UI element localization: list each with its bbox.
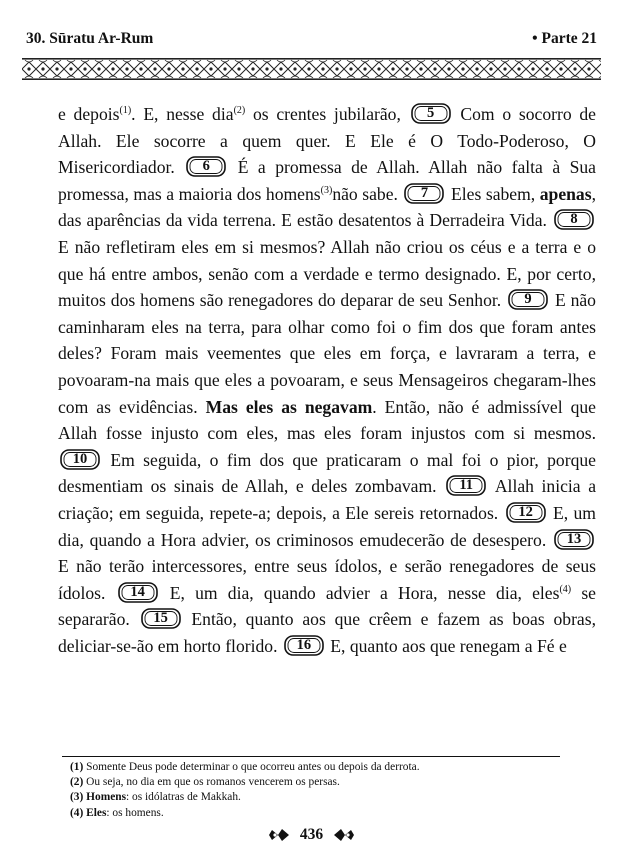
text-segment: Então, quanto aos que crêem e fazem as boas obras, deliciar-se-ão em horto florido. [58,609,596,656]
running-header [26,30,597,52]
verse-number-5: 5 [411,103,451,124]
left-flourish-icon [268,827,290,843]
footnote-2: (2) Ou seja, no dia em que os romanos vencerem os persas. [70,776,340,789]
surah-title: 30. Sūratu Ar-Rum [26,30,154,47]
footnote-marker-1: (1) [119,105,132,116]
verse-number-6: 6 [186,156,226,177]
text-segment: . E, nesse dia [131,104,234,124]
text-segment: . Então, não é admissível que Allah fosse injusto com eles, mas eles foram injustos com si mesmos. [58,396,596,444]
text-segment: É a promessa de Allah. Allah não falta à Sua promessa, mas a maioria dos homens [58,157,596,204]
footnotes [70,760,420,821]
right-flourish-icon [333,827,355,843]
page-number: 436 [299,826,324,843]
footnote-4: (4) Eles: os homens. [70,806,164,819]
page-number-area [0,826,623,844]
text-segment: E não terão intercessores, entre seus ídolos, e serão renegadores de seus ídolos. [58,556,596,603]
verse-number-11: 11 [446,475,486,496]
text-segment: E não refletiram eles em si mesmos? Allah não criou os céus e a terra e o que há entre ambos, senão com a verdade e termo designado. E, por certo, muitos dos homens são renegadores do deparar de seu Senhor. [58,236,596,311]
verse-number-13: 13 [554,529,594,550]
verse-number-14: 14 [118,582,158,603]
text-segment: os crentes jubilarão, [245,104,401,124]
footnote-3: (3) Homens: os idólatras de Makkah. [70,791,241,804]
footnote-divider [62,756,560,757]
part-label: • Parte 21 [532,30,597,47]
text-segment: Eles sabem, [451,183,540,204]
text-segment: Com o socorro de Allah. Ele socorre a quem quer. E Ele é O Todo-Poderoso, O Misericordiador. [58,104,596,178]
verse-number-16: 16 [284,635,324,656]
footnote-marker-4: (4) [559,583,572,595]
text-segment: Allah inicia a criação; em seguida, repete-a; depois, a Ele sereis retornados. [58,476,597,523]
text-segment: , das aparências da vida terrena. E estão desatentos à Derradeira Vida. [58,183,596,231]
footnote-marker-2: (2) [233,105,246,116]
emphasis-negavam: Mas eles as negavam [205,396,373,417]
text-segment: não sabe. [332,183,398,204]
text-segment: e depois [58,104,120,124]
verse-number-15: 15 [141,608,181,629]
verse-number-8: 8 [554,209,594,230]
verse-number-9: 9 [508,289,548,310]
text-segment: E, quanto aos que renegam a Fé e [330,635,567,656]
text-segment: se separarão. [58,582,596,630]
verse-number-12: 12 [506,502,546,523]
footnote-marker-3: (3) [320,184,333,196]
emphasis-apenas: apenas [539,183,592,204]
footnote-1: (1) Somente Deus pode determinar o que ocorreu antes ou depois da derrota. [70,761,420,773]
text-segment: E, um dia, quando a Hora advier, os criminosos emudecerão de desespero. [58,502,596,550]
verse-number-7: 7 [404,183,444,204]
header-ornament-border [22,58,601,80]
verse-body [58,101,596,659]
verse-number-10: 10 [60,449,100,470]
text-segment: E, um dia, quando advier a Hora, nesse dia, eles [169,582,560,603]
text-segment: E não caminharam eles na terra, para olhar como foi o fim dos que foram antes deles? Foram mais veementes que eles em força, e lavraram a terra, e povoaram-na mais que eles a povoaram, e seus Mensageiros chegaram-lhes com as evidências. [58,290,596,417]
text-segment: Em seguida, o fim dos que praticaram o mal foi o pior, porque desmentiam os sinais de Allah, e deles zombavam. [58,449,596,497]
